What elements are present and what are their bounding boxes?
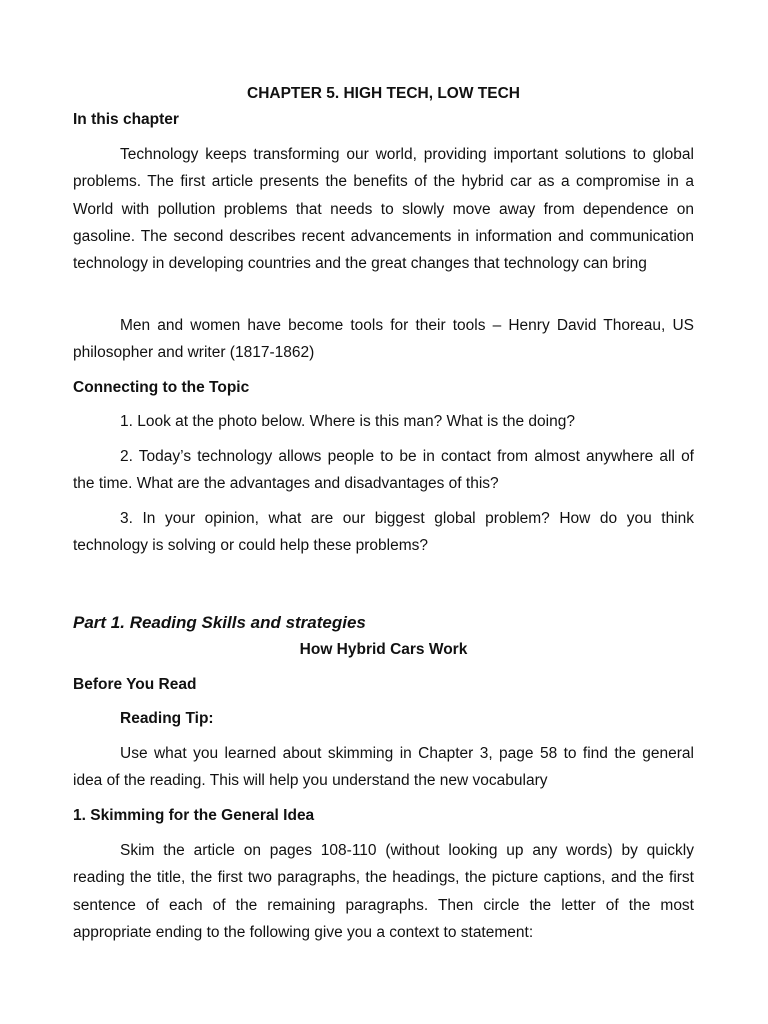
- question-1: 1. Look at the photo below. Where is this man? What is the doing?: [120, 413, 575, 430]
- article-title: How Hybrid Cars Work: [299, 641, 468, 658]
- part-1-title: Part 1. Reading Skills and strategies: [73, 613, 366, 632]
- skimming-heading: 1. Skimming for the General Idea: [73, 807, 315, 824]
- question-2: 2. Today’s technology allows people to be in contact from almost anywhere all of the time. What are the advantages and disadvantages of this?: [73, 448, 694, 493]
- reading-tip-label: Reading Tip:: [120, 710, 214, 727]
- thoreau-quote: Men and women have become tools for their tools – Henry David Thoreau, US philosopher and writer (1817-1862): [73, 317, 694, 362]
- skimming-text: Skim the article on pages 108-110 (without looking up any words) by quickly reading the title, the first two paragraphs, the headings, the picture captions, and the first sentence of each of the remaining paragraphs. Then circle the letter of the most appropriate ending to the following give you a context to statement:: [73, 842, 694, 941]
- intro-paragraph: Technology keeps transforming our world, providing important solutions to global problems. The first article presents the benefits of the hybrid car as a compromise in a World with pollution problems that needs to slowly move away from dependence on gasoline. The second describes recent advancements in information and communication technology in developing countries and the great changes that technology can bring: [73, 146, 694, 273]
- reading-tip-text: Use what you learned about skimming in Chapter 3, page 58 to find the general idea of the reading. This will help you understand the new vocabulary: [73, 745, 694, 790]
- chapter-title: CHAPTER 5. HIGH TECH, LOW TECH: [247, 85, 520, 102]
- in-this-chapter-heading: In this chapter: [73, 111, 179, 128]
- before-you-read-heading: Before You Read: [73, 676, 197, 693]
- connecting-heading: Connecting to the Topic: [73, 379, 250, 396]
- question-3: 3. In your opinion, what are our biggest global problem? How do you think technology is solving or could help these problems?: [73, 510, 694, 555]
